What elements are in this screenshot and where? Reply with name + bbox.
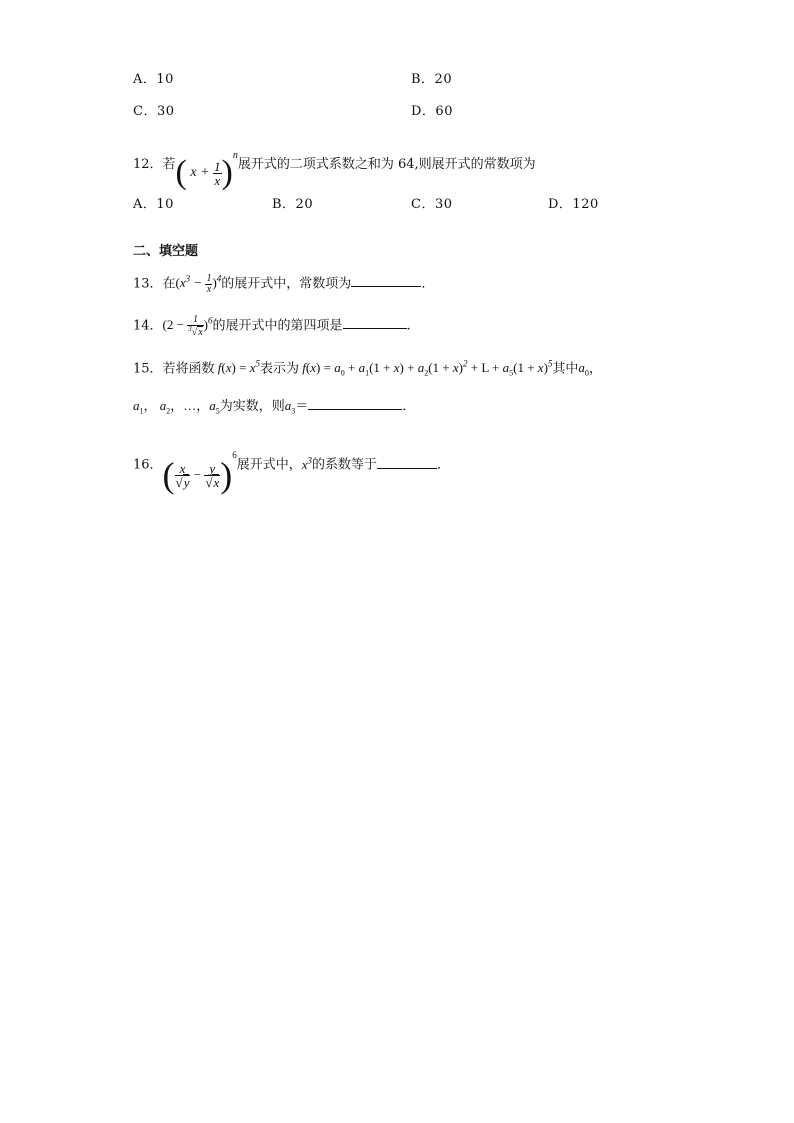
option-c: C．30	[133, 104, 175, 119]
option-b: B．20	[411, 72, 453, 87]
question-14	[133, 304, 411, 338]
question-15-coefficients: $a_1$， $a_2$，…，$a_5$	[133, 398, 220, 416]
question-16-number: 16．	[133, 457, 163, 473]
question-12-text: 展开式的二项式系数之和为 64,则展开式的常数项为	[237, 157, 536, 173]
question-16-formula: ( $\frac{x}{√y}$ − $\frac{y}{√x}$ )$^6$	[162, 450, 237, 496]
question-13-end: ．	[421, 276, 435, 292]
answer-blank-14[interactable]	[343, 316, 407, 329]
question-15-tail: 为实数，则	[219, 399, 285, 414]
question-13	[133, 262, 434, 296]
question-15-line-1: 15．若将函数 $f(x) = x^5$表示为 $f(x) = a_0 + a_1(1 + x) + a_2(1 + x)^2 + L + a_5(1 + x)^5$其中$a_0$，	[133, 359, 602, 378]
question-12-number: 12．若	[133, 157, 176, 173]
question-14-end: .	[406, 318, 411, 334]
q12-option-a: A．10	[133, 197, 174, 212]
question-15-a0: $a_0$	[578, 360, 589, 378]
answer-blank-16[interactable]	[377, 456, 437, 469]
question-14-formula: (2 − $\frac{1}{^3√x}$ )$^6$	[162, 313, 213, 338]
question-15-equals: ＝	[295, 399, 309, 414]
question-15-number: 15．若将函数	[133, 361, 215, 377]
question-16-term: $x^3$	[301, 455, 313, 472]
question-15-a3: $a_3$	[284, 398, 296, 416]
question-13-number: 13．在	[133, 276, 176, 292]
question-12	[133, 134, 536, 192]
question-16-end: ．	[437, 457, 451, 473]
question-12-formula: ( x + $\frac{1}{x}$ )$^n$	[175, 150, 238, 192]
option-a: A．10	[133, 72, 174, 87]
option-d: D．60	[411, 104, 453, 119]
question-15-function: $f(x) = x^5$	[214, 359, 261, 376]
question-15-line-2	[133, 394, 415, 418]
question-15-end: ．	[402, 399, 416, 414]
answer-blank-13[interactable]	[351, 274, 421, 287]
q12-option-b: B．20	[272, 197, 314, 212]
section-title: 二、填空题	[133, 244, 199, 259]
question-16-mid: 的系数等于	[312, 457, 378, 473]
question-13-formula: ($x^3$ − $\frac{1}{x}$ )$^4$	[175, 272, 222, 295]
q12-option-d: D．120	[548, 197, 599, 212]
question-16	[133, 432, 451, 496]
question-15-expansion: $f(x) = a_0 + a_1(1 + x) + a_2(1 + x)^2 + L + a_5(1 + x)^5$	[299, 359, 553, 378]
question-15-among: 其中	[552, 361, 579, 377]
question-13-text: 的展开式中，常数项为	[221, 276, 352, 292]
q12-option-c: C．30	[411, 197, 453, 212]
question-15-represent: 表示为	[260, 361, 300, 377]
question-16-text: 展开式中，	[236, 457, 302, 473]
question-14-number: 14．	[133, 318, 163, 334]
answer-blank-15[interactable]	[308, 397, 402, 410]
question-14-text: 的展开式中的第四项是	[212, 318, 343, 334]
